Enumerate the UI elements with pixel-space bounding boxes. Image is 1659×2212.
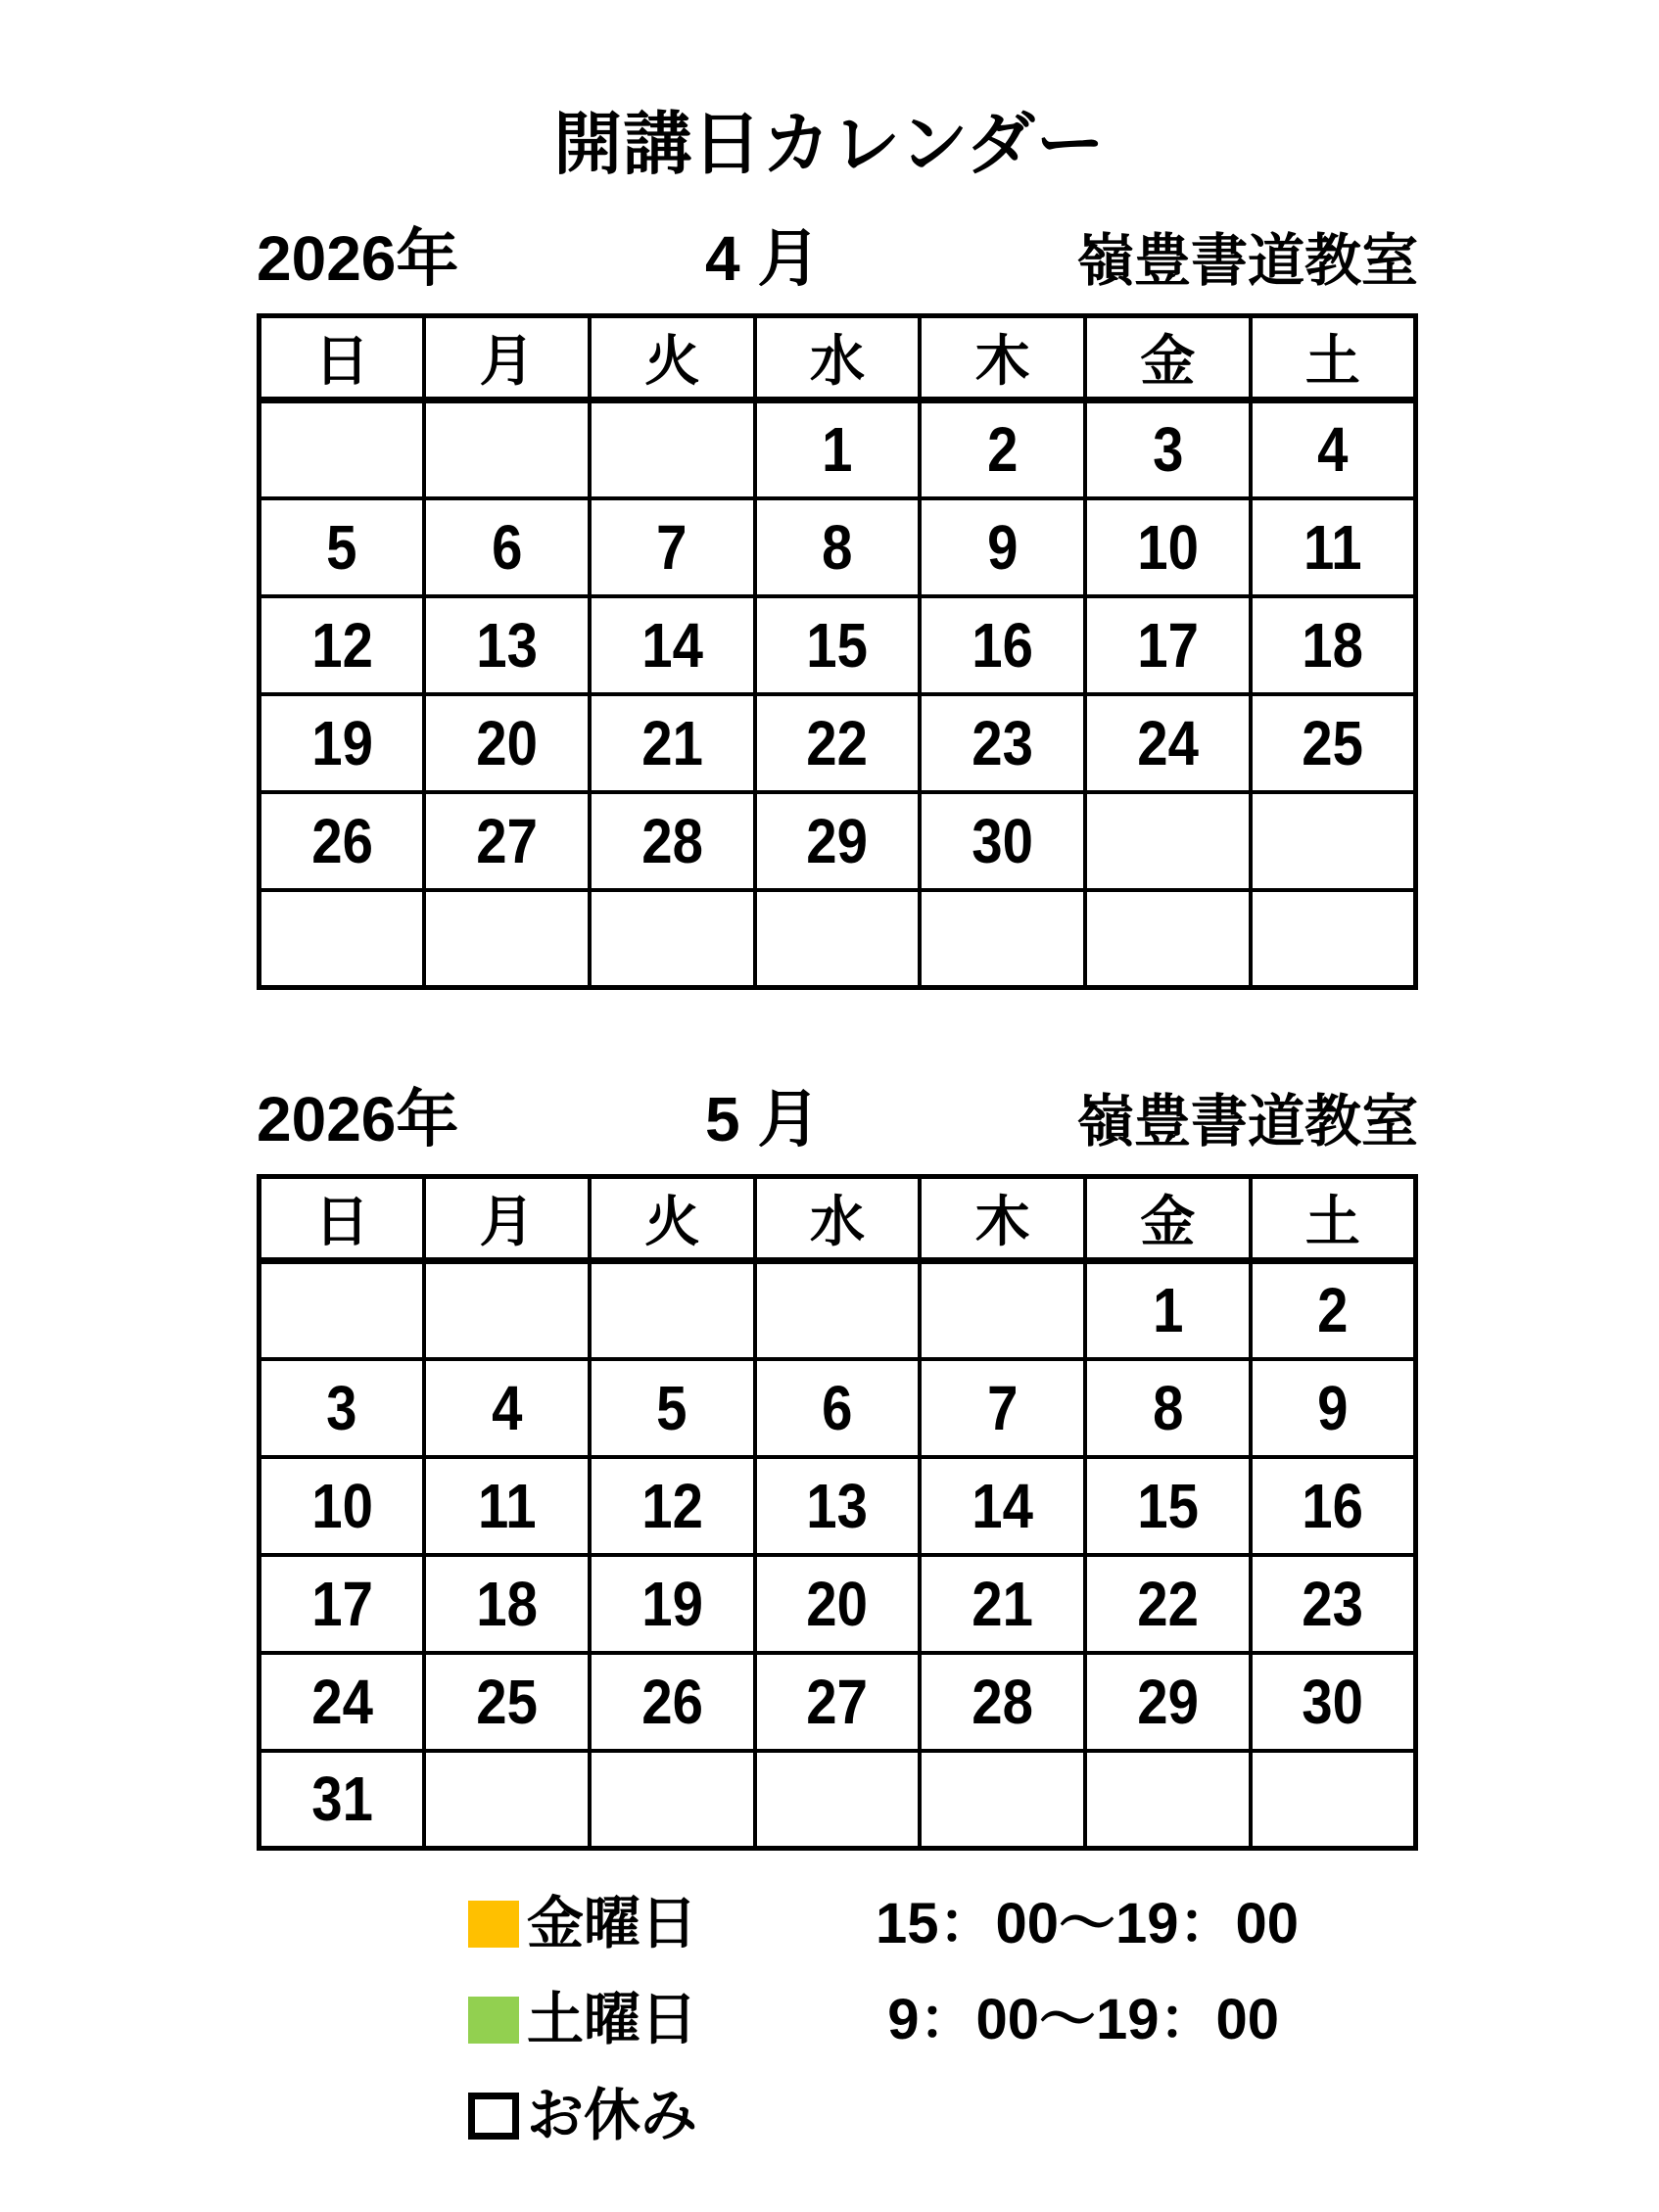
day-number: 27: [806, 1666, 869, 1737]
day-cell: [1251, 1359, 1416, 1457]
weekday-header: 金: [1085, 1177, 1251, 1261]
day-cell: [260, 890, 425, 988]
day-cell: [260, 596, 425, 694]
day-number: 23: [1302, 1568, 1364, 1639]
day-cell: [590, 1751, 755, 1849]
day-number: 25: [1302, 707, 1364, 778]
day-number: 3: [1152, 414, 1184, 486]
day-cell: [1085, 890, 1251, 988]
day-cell: [920, 596, 1085, 694]
day-cell: [755, 1457, 921, 1555]
weekday-header-row: [260, 1177, 1416, 1261]
day-number: 15: [806, 609, 869, 681]
day-number: 24: [310, 1666, 373, 1737]
day-number: 29: [806, 805, 869, 876]
day-number: 22: [806, 707, 869, 778]
weekday-header: 水: [755, 1177, 921, 1261]
day-cell: [424, 1457, 590, 1555]
day-cell: [260, 498, 425, 596]
legend-item-saturday: [468, 1972, 1659, 2068]
day-cell: [260, 1751, 425, 1849]
day-number: 16: [1302, 1470, 1364, 1541]
week-row: [260, 1457, 1416, 1555]
day-cell: [1085, 1457, 1251, 1555]
day-cell: [1251, 596, 1416, 694]
page-title: 開講日カレンダー: [553, 106, 1106, 182]
day-number: 2: [986, 414, 1019, 486]
day-number: 31: [310, 1764, 373, 1835]
weekday-header: 月: [424, 316, 590, 400]
week-row: [260, 694, 1416, 792]
weekday-header: 日: [260, 1177, 425, 1261]
legend-label: 金曜日: [527, 1892, 698, 1955]
day-cell: [755, 890, 921, 988]
day-cell: [1085, 400, 1251, 498]
day-cell: [920, 1457, 1085, 1555]
week-row: [260, 400, 1416, 498]
weekday-header: 土: [1251, 316, 1416, 400]
day-number: 19: [640, 1568, 703, 1639]
calendar-year: 2026年: [257, 223, 459, 294]
day-number: 20: [476, 707, 538, 778]
day-number: 24: [1137, 707, 1199, 778]
week-row: [260, 890, 1416, 988]
weekday-header: 木: [920, 316, 1085, 400]
day-number: 9: [1317, 1372, 1349, 1443]
day-number: 1: [1152, 1275, 1184, 1346]
day-cell: [920, 498, 1085, 596]
day-number: 11: [1304, 511, 1362, 583]
calendar-header-april: [257, 223, 1418, 294]
week-row: [260, 1261, 1416, 1359]
calendar-header-may: [257, 1084, 1418, 1154]
calendar-section-april: [257, 223, 1418, 990]
day-number: 12: [640, 1470, 703, 1541]
day-number: 18: [476, 1568, 538, 1639]
day-cell: [920, 1751, 1085, 1849]
legend-item-holiday: [468, 2068, 1659, 2164]
day-cell: [1251, 694, 1416, 792]
day-cell: [424, 1261, 590, 1359]
day-cell: [1251, 1751, 1416, 1849]
week-row: [260, 1751, 1416, 1849]
day-cell: [755, 1359, 921, 1457]
day-cell: [1085, 498, 1251, 596]
day-cell: [755, 792, 921, 890]
day-number: 17: [1137, 609, 1199, 681]
day-cell: [424, 792, 590, 890]
calendar-month: 5 月: [705, 1084, 821, 1154]
legend-label: 土曜日: [527, 1988, 698, 2051]
day-cell: [920, 694, 1085, 792]
day-number: 3: [326, 1372, 357, 1443]
day-cell: [260, 1457, 425, 1555]
calendar-year: 2026年: [257, 1084, 459, 1154]
day-cell: [1085, 1359, 1251, 1457]
day-cell: [920, 1555, 1085, 1653]
weekday-header: 火: [590, 1177, 755, 1261]
day-cell: [260, 694, 425, 792]
day-number: 21: [640, 707, 703, 778]
day-cell: [1085, 1261, 1251, 1359]
day-cell: [755, 1751, 921, 1849]
week-row: [260, 1653, 1416, 1751]
day-number: 28: [972, 1666, 1033, 1737]
day-cell: [590, 1555, 755, 1653]
day-cell: [755, 596, 921, 694]
day-number: 18: [1302, 609, 1364, 681]
day-cell: [260, 1653, 425, 1751]
day-cell: [590, 1359, 755, 1457]
day-number: 29: [1137, 1666, 1199, 1737]
day-number: 17: [310, 1568, 373, 1639]
saturday-swatch: [468, 1997, 519, 2044]
day-number: 8: [1152, 1372, 1184, 1443]
day-number: 25: [476, 1666, 538, 1737]
day-cell: [920, 1261, 1085, 1359]
day-number: 6: [491, 511, 523, 583]
day-cell: [1251, 400, 1416, 498]
legend: [468, 1876, 1659, 2164]
week-row: [260, 1555, 1416, 1653]
day-number: 2: [1317, 1275, 1349, 1346]
weekday-header: 月: [424, 1177, 590, 1261]
legend-item-friday: [468, 1876, 1659, 1972]
day-number: 14: [640, 609, 703, 681]
day-number: 14: [972, 1470, 1033, 1541]
weekday-header: 火: [590, 316, 755, 400]
day-number: 13: [806, 1470, 869, 1541]
day-cell: [1251, 1653, 1416, 1751]
day-number: 19: [310, 707, 373, 778]
day-cell: [590, 1261, 755, 1359]
day-number: 23: [972, 707, 1033, 778]
school-name: 嶺豊書道教室: [1076, 229, 1418, 293]
day-cell: [755, 694, 921, 792]
day-cell: [424, 694, 590, 792]
weekday-header: 日: [260, 316, 425, 400]
calendar-table-april: [257, 313, 1418, 990]
day-cell: [1251, 1457, 1416, 1555]
day-number: 7: [656, 511, 687, 583]
day-cell: [1085, 1751, 1251, 1849]
day-cell: [1251, 792, 1416, 890]
day-cell: [424, 890, 590, 988]
day-cell: [1251, 1555, 1416, 1653]
day-cell: [1085, 694, 1251, 792]
day-cell: [755, 1261, 921, 1359]
day-cell: [424, 1653, 590, 1751]
day-cell: [1251, 890, 1416, 988]
day-cell: [755, 400, 921, 498]
day-number: 13: [476, 609, 538, 681]
day-number: 26: [640, 1666, 703, 1737]
day-cell: [260, 1359, 425, 1457]
day-cell: [260, 1555, 425, 1653]
day-cell: [920, 400, 1085, 498]
day-cell: [920, 890, 1085, 988]
day-number: 10: [310, 1470, 373, 1541]
friday-swatch: [468, 1901, 519, 1948]
day-cell: [424, 400, 590, 498]
day-cell: [424, 498, 590, 596]
day-cell: [424, 1751, 590, 1849]
day-cell: [755, 1555, 921, 1653]
day-cell: [920, 1359, 1085, 1457]
day-cell: [590, 596, 755, 694]
day-cell: [755, 498, 921, 596]
day-cell: [590, 890, 755, 988]
day-number: 8: [822, 511, 853, 583]
day-cell: [920, 1653, 1085, 1751]
day-number: 5: [656, 1372, 687, 1443]
day-cell: [590, 792, 755, 890]
weekday-header: 水: [755, 316, 921, 400]
day-number: 9: [986, 511, 1019, 583]
day-number: 20: [806, 1568, 869, 1639]
day-cell: [260, 792, 425, 890]
day-cell: [590, 498, 755, 596]
day-number: 6: [822, 1372, 853, 1443]
holiday-swatch: [468, 2093, 519, 2140]
legend-label: お休み: [527, 2084, 698, 2147]
day-cell: [1085, 1653, 1251, 1751]
day-number: 1: [822, 414, 853, 486]
day-number: 27: [476, 805, 538, 876]
day-number: 26: [310, 805, 373, 876]
day-cell: [424, 1555, 590, 1653]
day-number: 12: [310, 609, 373, 681]
day-number: 22: [1137, 1568, 1199, 1639]
day-cell: [755, 1653, 921, 1751]
weekday-header: 金: [1085, 316, 1251, 400]
week-row: [260, 596, 1416, 694]
day-cell: [424, 1359, 590, 1457]
day-cell: [1251, 1261, 1416, 1359]
weekday-header-row: [260, 316, 1416, 400]
day-cell: [424, 596, 590, 694]
day-number: 16: [972, 609, 1033, 681]
day-number: 28: [640, 805, 703, 876]
day-cell: [920, 792, 1085, 890]
day-number: 30: [972, 805, 1033, 876]
day-cell: [260, 1261, 425, 1359]
calendar-table-may: [257, 1174, 1418, 1851]
day-cell: [1085, 596, 1251, 694]
day-number: 21: [972, 1568, 1033, 1639]
day-number: 10: [1137, 511, 1199, 583]
day-number: 4: [1317, 414, 1349, 486]
day-cell: [590, 1653, 755, 1751]
legend-time: 9：00～19：00: [887, 1988, 1279, 2051]
day-number: 7: [986, 1372, 1019, 1443]
day-number: 30: [1302, 1666, 1364, 1737]
weekday-header: 木: [920, 1177, 1085, 1261]
day-cell: [590, 400, 755, 498]
legend-time: 15：00～19：00: [876, 1892, 1300, 1955]
day-cell: [260, 400, 425, 498]
weekday-header: 土: [1251, 1177, 1416, 1261]
calendar-section-may: [257, 1084, 1418, 1851]
day-cell: [1085, 1555, 1251, 1653]
day-cell: [1251, 498, 1416, 596]
school-name: 嶺豊書道教室: [1076, 1090, 1418, 1153]
day-cell: [590, 694, 755, 792]
day-number: 15: [1137, 1470, 1199, 1541]
week-row: [260, 792, 1416, 890]
day-number: 5: [326, 511, 357, 583]
day-number: 11: [477, 1470, 537, 1541]
calendar-month: 4 月: [705, 223, 821, 294]
day-cell: [1085, 792, 1251, 890]
week-row: [260, 1359, 1416, 1457]
day-cell: [590, 1457, 755, 1555]
week-row: [260, 498, 1416, 596]
day-number: 4: [491, 1372, 523, 1443]
